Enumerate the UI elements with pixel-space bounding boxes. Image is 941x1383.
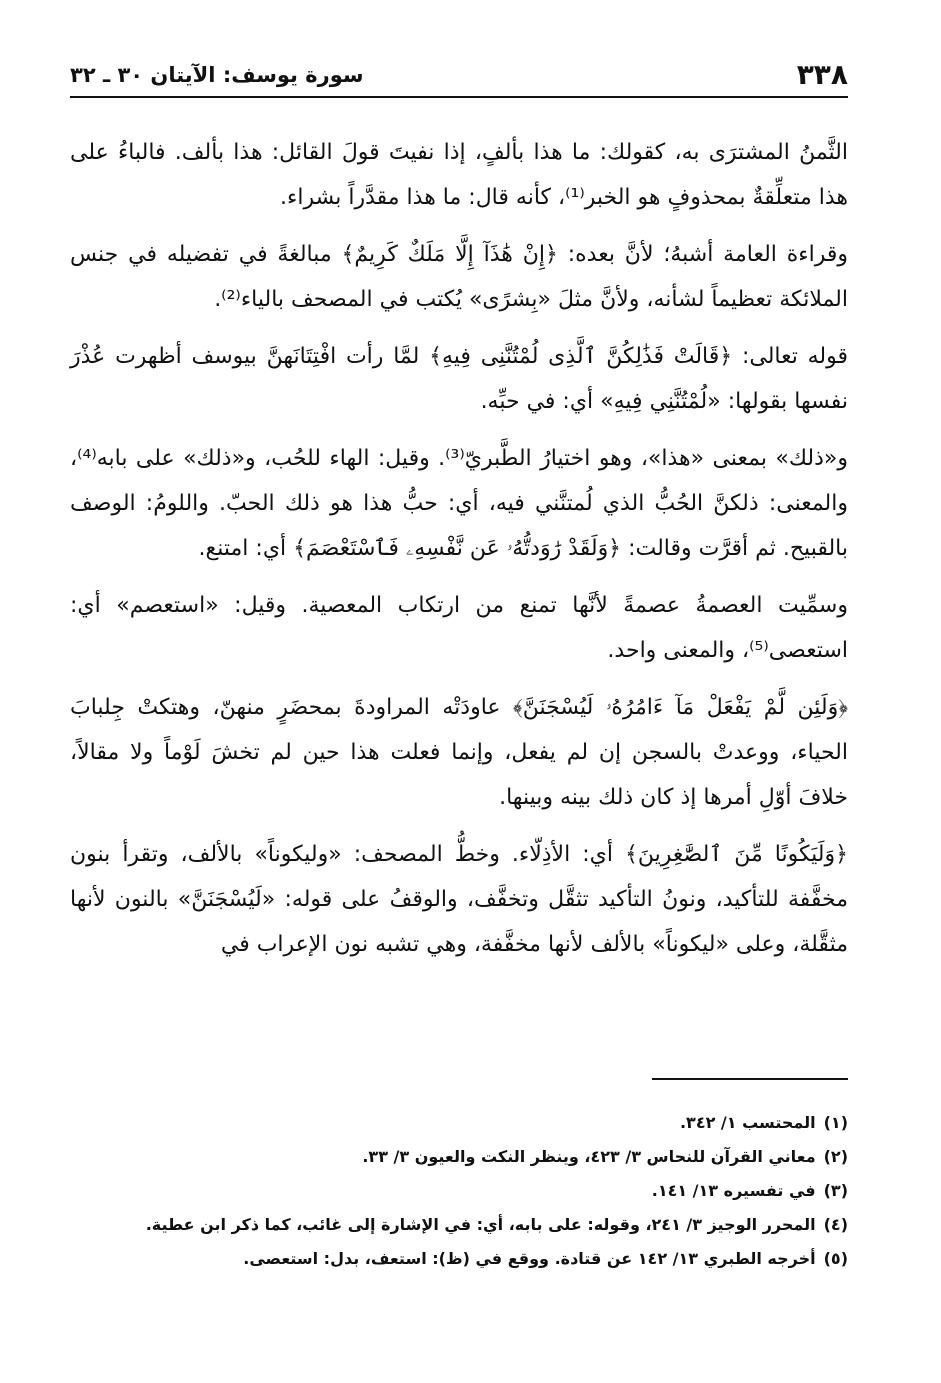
- footnote: [70, 1140, 848, 1174]
- running-title: سورة يوسف: الآيتان ٣٠ ـ ٣٢: [70, 63, 364, 87]
- footnote-text: في تفسيره ١٣/ ١٤١.: [651, 1181, 816, 1200]
- footnotes: [70, 1106, 848, 1276]
- footnote-divider: [652, 1078, 848, 1080]
- footnote: [70, 1174, 848, 1208]
- paragraph: وسمِّيت العصمةُ عصمةً لأنَّها تمنع من ارتكاب المعصية. وقيل: «استعصم» أي: استعصى⁽⁵⁾، والمعنى واحد.: [70, 593, 848, 663]
- header-divider: [70, 96, 848, 98]
- footnote-number: (٢): [823, 1147, 848, 1166]
- footnote-text: معاني القرآن للنحاس ٣/ ٤٢٣، وينظر النكت والعيون ٣/ ٣٣.: [362, 1147, 816, 1166]
- footnote-text: المحرر الوجيز ٣/ ٢٤١، وقوله: على بابه، أي: في الإشارة إلى غائب، كما ذكر ابن عطية.: [145, 1215, 816, 1234]
- paragraph: ﴿وَلَيَكُونًا مِّنَ ٱلصَّٰغِرِينَ﴾ أي: الأذِلّاء. وخطُّ المصحف: «وليكوناً» بالألف، وتقرأ بنون مخفَّفة للتأكيد، ونونُ التأكيد تثقَّل وتخفَّف، والوقفُ على قوله: «لَيُسْجَنَنَّ» بالنون لأنها مثقَّلة، وعلى «ليكوناً» بالألف لأنها مخفَّفة، وهي تشبه نون الإعراب في: [70, 842, 848, 957]
- footnote: [70, 1242, 848, 1276]
- footnote-number: (١): [823, 1113, 848, 1132]
- footnote: [70, 1106, 848, 1140]
- paragraph: الثَّمنُ المشترَى به، كقولك: ما هذا بألفٍ، إذا نفيتَ قولَ القائل: هذا بألف. فالباءُ على هذا متعلِّقةٌ بمحذوفٍ هو الخبر⁽¹⁾، كأنه قال: ما هذا مقدَّراً بشراء.: [70, 140, 848, 210]
- paragraph: و«ذلك» بمعنى «هذا»، وهو اختيارُ الطَّبريّ⁽³⁾. وقيل: الهاء للحُب، و«ذلك» على بابه⁽⁴⁾، والمعنى: ذلكنَّ الحُبُّ الذي لُمتنَّني فيه، أي: حبُّ هذا هو ذلك الحبّ. واللومُ: الوصف بالقبيح. ثم أقرَّت وقالت: ﴿وَلَقَدْ رَٰوَدتُّهُۥ عَن نَّفْسِهِۦ فَٱسْتَعْصَمَ﴾ أي: امتنع.: [70, 446, 848, 561]
- page-header: [70, 58, 848, 92]
- footnote-number: (٣): [823, 1181, 848, 1200]
- footnote-number: (٤): [823, 1215, 848, 1234]
- footnote: [70, 1208, 848, 1242]
- paragraph: ﴿وَلَئِن لَّمْ يَفْعَلْ مَآ ءَامُرُهُۥ لَيُسْجَنَنَّ﴾ عاودَتْه المراودةَ بمحضَرٍ منهنّ، وهتكتْ جِلبابَ الحياء، ووعدتْ بالسجن إن لم يفعل، وإنما فعلت هذا حين لم تخشَ لَوْماً ولا مقالاً، خلافَ أوّلِ أمرها إذ كان ذلك بينه وبينها.: [70, 695, 848, 810]
- footnote-number: (٥): [823, 1249, 848, 1268]
- paragraph: قوله تعالى: ﴿قَالَتْ فَذَٰلِكُنَّ ٱلَّذِى لُمْتُنَّنِى فِيهِ﴾ لمَّا رأت افْتِتَانَهنَّ بيوسف أظهرت عُذْرَ نفسها بقولها: «لُمْتُنَّنِي فِيهِ» أي: في حبِّه.: [70, 344, 848, 414]
- page-number: ٣٣٨: [796, 58, 848, 91]
- paragraph: وقراءة العامة أشبهُ؛ لأنَّ بعده: ﴿إِنْ هَٰذَآ إِلَّا مَلَكٌ كَرِيمٌ﴾ مبالغةً في تفضيله في جنس الملائكة تعظيماً لشأنه، ولأنَّ مثلَ «بِشرًى» يُكتب في المصحف بالياء⁽²⁾.: [70, 242, 848, 312]
- footnote-text: المحتسب ١/ ٣٤٢.: [679, 1113, 816, 1132]
- footnote-text: أخرجه الطبري ١٣/ ١٤٢ عن قتادة. ووقع في (ظ): استعف، بدل: استعصى.: [243, 1249, 816, 1268]
- main-text: [70, 130, 848, 979]
